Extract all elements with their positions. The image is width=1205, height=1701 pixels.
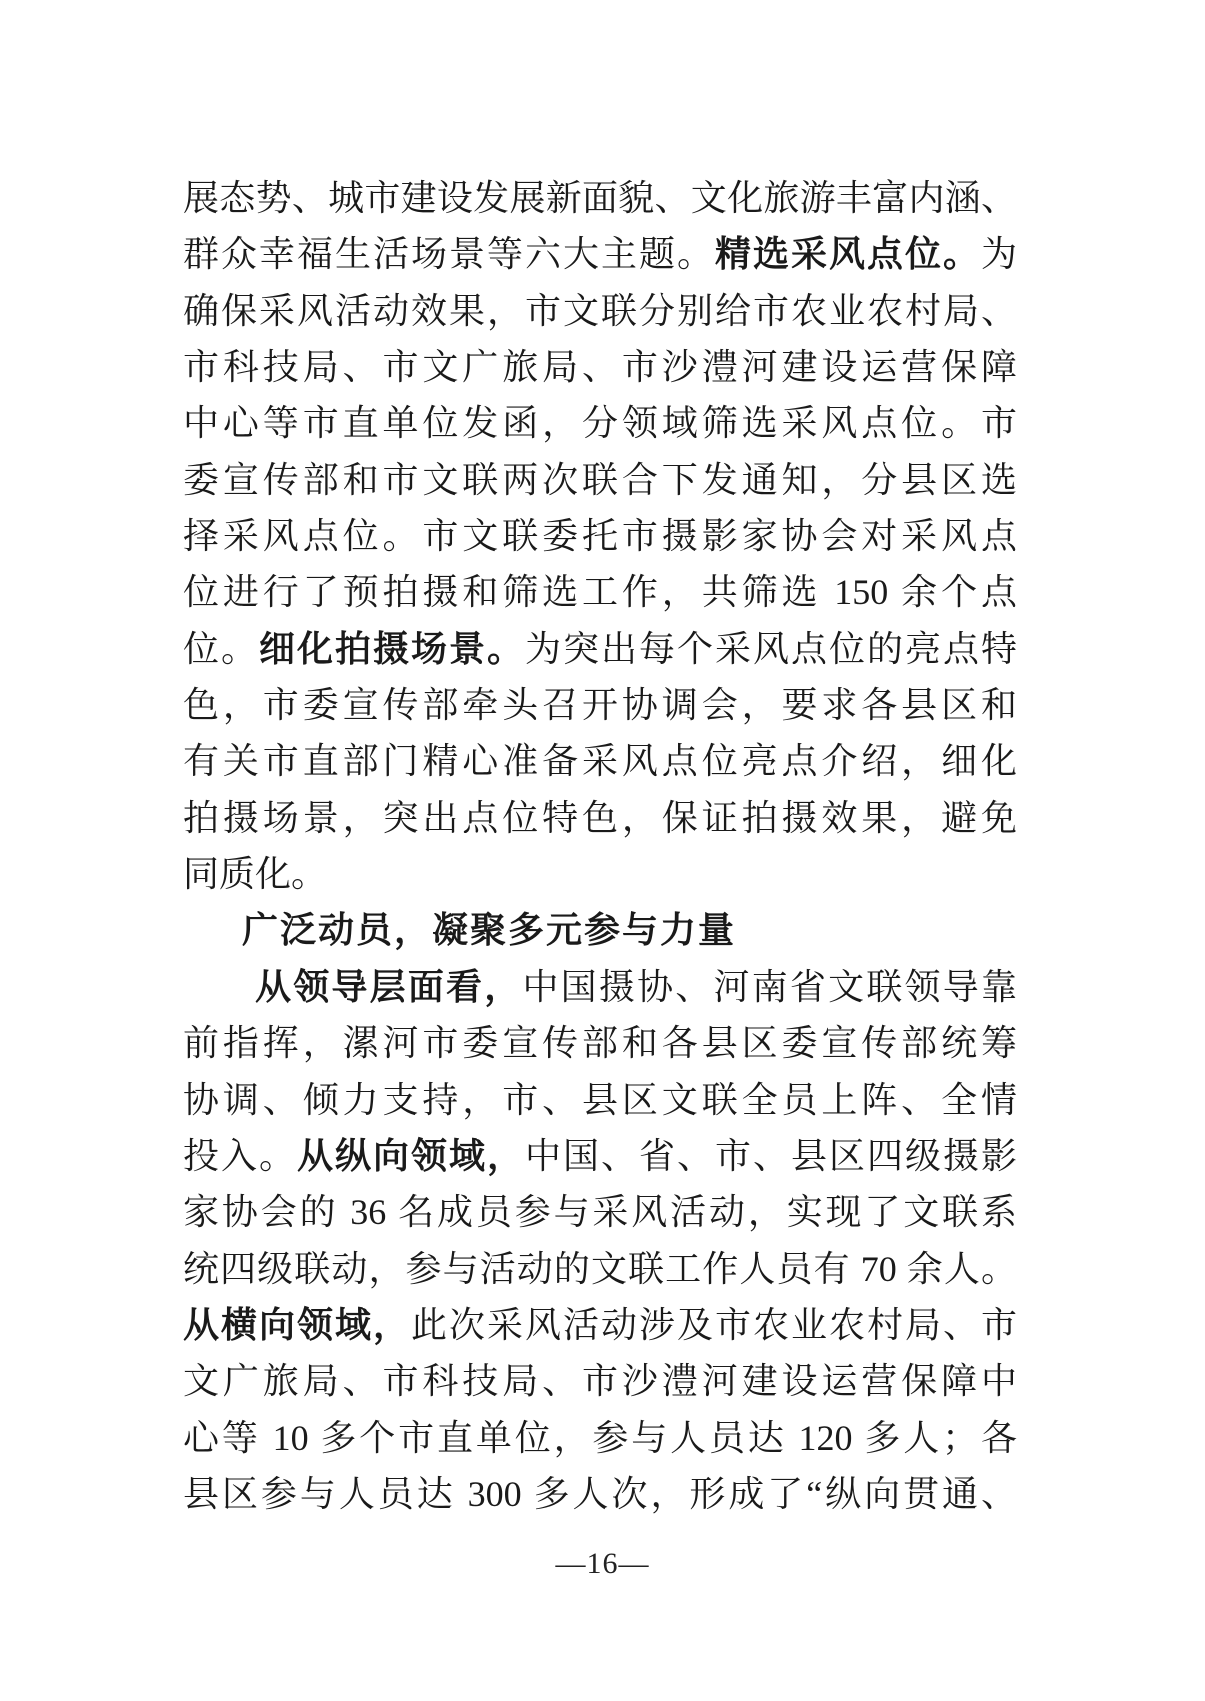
text-segment: 中心等市直单位发函，分领域筛选采风点位。市	[183, 403, 1017, 444]
text-segment: 委宣传部和市文联两次联合下发通知，分县区选	[183, 459, 1017, 500]
text-line	[183, 677, 1017, 733]
text-segment: 统四级联动，参与活动的文联工作人员有 70 余人。	[183, 1248, 1017, 1289]
text-segment: 中国摄协、河南省文联领导靠	[522, 966, 1017, 1007]
text-line	[183, 1241, 1017, 1297]
text-line	[183, 395, 1017, 451]
text-line	[183, 226, 1017, 282]
text-line	[183, 339, 1017, 395]
text-segment: 广泛动员，凝聚多元参与力量	[242, 910, 737, 951]
text-line	[183, 1015, 1017, 1071]
text-segment: 择采风点位。市文联委托市摄影家协会对采风点	[183, 516, 1017, 557]
text-line	[183, 1128, 1017, 1184]
text-segment: 拍摄场景，突出点位特色，保证拍摄效果，避免	[183, 797, 1017, 838]
page-number: —16—	[555, 1547, 650, 1580]
text-segment: 协调、倾力支持，市、县区文联全员上阵、全情	[183, 1079, 1017, 1120]
text-line	[183, 1297, 1017, 1353]
bold-text-segment: 从横向领域，	[183, 1303, 411, 1345]
page-footer	[0, 1544, 1205, 1584]
document-body	[183, 170, 1017, 1522]
text-line	[183, 790, 1017, 846]
text-line	[183, 733, 1017, 789]
text-segment: 为突出每个采风点位的亮点特	[525, 628, 1017, 669]
text-segment: 此次采风活动涉及市农业农村局、市	[411, 1304, 1017, 1345]
text-segment: 文广旅局、市科技局、市沙澧河建设运营保障中	[183, 1361, 1017, 1402]
text-segment: 中国、省、市、县区四级摄影	[525, 1135, 1017, 1176]
text-segment: 为	[980, 234, 1017, 275]
text-segment: 群众幸福生活场景等六大主题。	[183, 234, 715, 275]
text-segment: 色，市委宣传部牵头召开协调会，要求各县区和	[183, 685, 1017, 726]
text-line	[183, 564, 1017, 620]
text-segment: 确保采风活动效果，市文联分别给市农业农村局、	[183, 290, 1017, 331]
text-segment: 位。	[183, 628, 259, 669]
text-line	[183, 283, 1017, 339]
text-segment: 县区参与人员达 300 多人次，形成了“纵向贯通、	[183, 1473, 1017, 1514]
text-line	[183, 959, 1017, 1015]
text-line	[183, 1184, 1017, 1240]
text-line	[183, 621, 1017, 677]
text-line	[183, 1410, 1017, 1466]
text-line	[183, 452, 1017, 508]
text-segment: 市科技局、市文广旅局、市沙澧河建设运营保障	[183, 347, 1017, 388]
text-segment: 家协会的 36 名成员参与采风活动，实现了文联系	[183, 1192, 1017, 1233]
text-segment: 位进行了预拍摄和筛选工作，共筛选 150 余个点	[183, 572, 1017, 613]
bold-text-segment: 从纵向领域，	[297, 1134, 525, 1176]
text-segment: 展态势、城市建设发展新面貌、文化旅游丰富内涵、	[183, 178, 1017, 218]
bold-text-segment: 精选采风点位。	[714, 233, 981, 275]
section-heading	[183, 902, 1017, 958]
text-segment: 前指挥，漯河市委宣传部和各县区委宣传部统筹	[183, 1023, 1017, 1064]
text-line	[183, 1353, 1017, 1409]
text-segment: 心等 10 多个市直单位，参与人员达 120 多人；各	[183, 1417, 1017, 1458]
text-segment: 有关市直部门精心准备采风点位亮点介绍，细化	[183, 741, 1017, 782]
bold-text-segment: 从领导层面看，	[255, 965, 523, 1007]
text-segment: 投入。	[183, 1135, 297, 1176]
text-line	[183, 1466, 1017, 1522]
text-segment: 同质化。	[183, 854, 328, 895]
text-line	[183, 170, 1017, 226]
text-line	[183, 846, 1017, 902]
text-line	[183, 1072, 1017, 1128]
text-line	[183, 508, 1017, 564]
bold-text-segment: 细化拍摄场景。	[259, 627, 525, 669]
